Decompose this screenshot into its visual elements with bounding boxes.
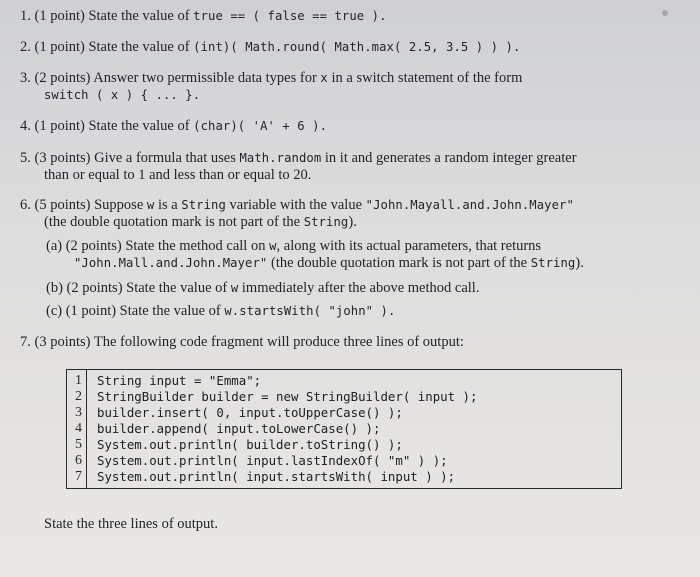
question-text: (1 point) State the value of (65, 303, 225, 319)
page-speck (662, 10, 668, 16)
question-code: (char)( 'A' + 6 ). (193, 119, 328, 133)
question-var: w (269, 239, 277, 253)
question-type: String (530, 256, 576, 270)
question-number: 7. (20, 334, 31, 350)
code-line: builder.append( input.toLowerCase() ); (97, 421, 381, 436)
question-number: 1. (20, 8, 31, 24)
question-6a-line-2 (74, 255, 584, 272)
question-text: immediately after the above method call. (238, 280, 480, 296)
question-4 (20, 118, 327, 135)
question-text: ). (348, 214, 357, 230)
code-line: System.out.println( input.lastIndexOf( "m" ) ); (97, 453, 448, 468)
question-code: true == ( false == true ). (193, 9, 387, 23)
question-code: w.startsWith( "john" ). (224, 304, 396, 318)
question-text: (1 point) State the value of (34, 39, 194, 55)
question-text: (3 points) The following code fragment will produce three lines of output: (34, 334, 464, 350)
sub-question-label: (c) (46, 303, 63, 319)
question-code: (int)( Math.round( Math.max( 2.5, 3.5 ) ) ). (193, 40, 521, 54)
question-7-followup (44, 516, 218, 533)
question-6a (46, 238, 541, 255)
line-number: 3 (75, 405, 82, 420)
line-number: 1 (75, 373, 82, 388)
question-code: Math.random (239, 151, 322, 165)
question-var: x (320, 71, 328, 85)
sub-question-label: (b) (46, 280, 63, 296)
question-type: String (181, 198, 226, 212)
question-number: 4. (20, 118, 31, 134)
question-6b (46, 280, 479, 297)
line-number: 7 (75, 469, 82, 484)
question-text: (the double quotation mark is not part of the (44, 214, 304, 230)
line-number: 6 (75, 453, 82, 468)
code-line: StringBuilder builder = new StringBuilder( input ); (97, 389, 478, 404)
question-6c (46, 303, 395, 320)
question-text: (1 point) State the value of (34, 118, 194, 134)
question-text: (3 points) Give a formula that uses (34, 150, 240, 166)
line-number-gutter (67, 370, 87, 488)
question-var: w (230, 281, 239, 295)
question-text: (1 point) State the value of (34, 8, 194, 24)
question-text: (2 points) State the method call on (65, 238, 270, 254)
sub-question-label: (a) (46, 238, 63, 254)
question-text: in a switch statement of the form (327, 70, 523, 86)
question-3-line-2 (44, 87, 200, 104)
question-6-line-2 (44, 214, 357, 231)
question-type: String (303, 215, 349, 229)
code-line: String input = "Emma"; (97, 373, 262, 388)
code-listing (66, 369, 622, 489)
question-code: switch ( x ) { ... }. (44, 88, 201, 102)
question-text: (the double quotation mark is not part of the (267, 255, 531, 271)
question-text: (2 points) Answer two permissible data types for (34, 70, 321, 86)
question-value: "John.Mall.and.John.Mayer" (74, 256, 268, 270)
question-text: (2 points) State the value of (66, 280, 231, 296)
line-number: 2 (75, 389, 82, 404)
question-number: 6. (20, 197, 31, 213)
question-text: State the three lines of output. (44, 516, 218, 532)
question-5 (20, 150, 577, 167)
question-6 (20, 197, 574, 214)
question-2 (20, 39, 520, 56)
question-text: ). (575, 255, 584, 271)
question-number: 3. (20, 70, 31, 86)
question-value: "John.Mayall.and.John.Mayer" (365, 198, 574, 212)
question-1 (20, 8, 387, 25)
question-var: w (146, 198, 155, 212)
line-number: 5 (75, 437, 82, 452)
question-number: 5. (20, 150, 31, 166)
question-text: than or equal to 1 and less than or equal to 20. (44, 167, 312, 183)
question-text: variable with the value (225, 197, 366, 213)
question-5-line-2 (44, 167, 311, 184)
line-number: 4 (75, 421, 82, 436)
question-text: (5 points) Suppose (34, 197, 147, 213)
question-7 (20, 334, 464, 351)
question-number: 2. (20, 39, 31, 55)
question-3 (20, 70, 522, 87)
code-line: System.out.println( builder.toString() ); (97, 437, 403, 452)
code-line: System.out.println( input.startsWith( input ) ); (97, 469, 456, 484)
question-text: , along with its actual parameters, that returns (276, 238, 542, 254)
question-text: in it and generates a random integer greater (321, 150, 577, 166)
question-text: is a (154, 197, 182, 213)
code-line: builder.insert( 0, input.toUpperCase() ); (97, 405, 403, 420)
